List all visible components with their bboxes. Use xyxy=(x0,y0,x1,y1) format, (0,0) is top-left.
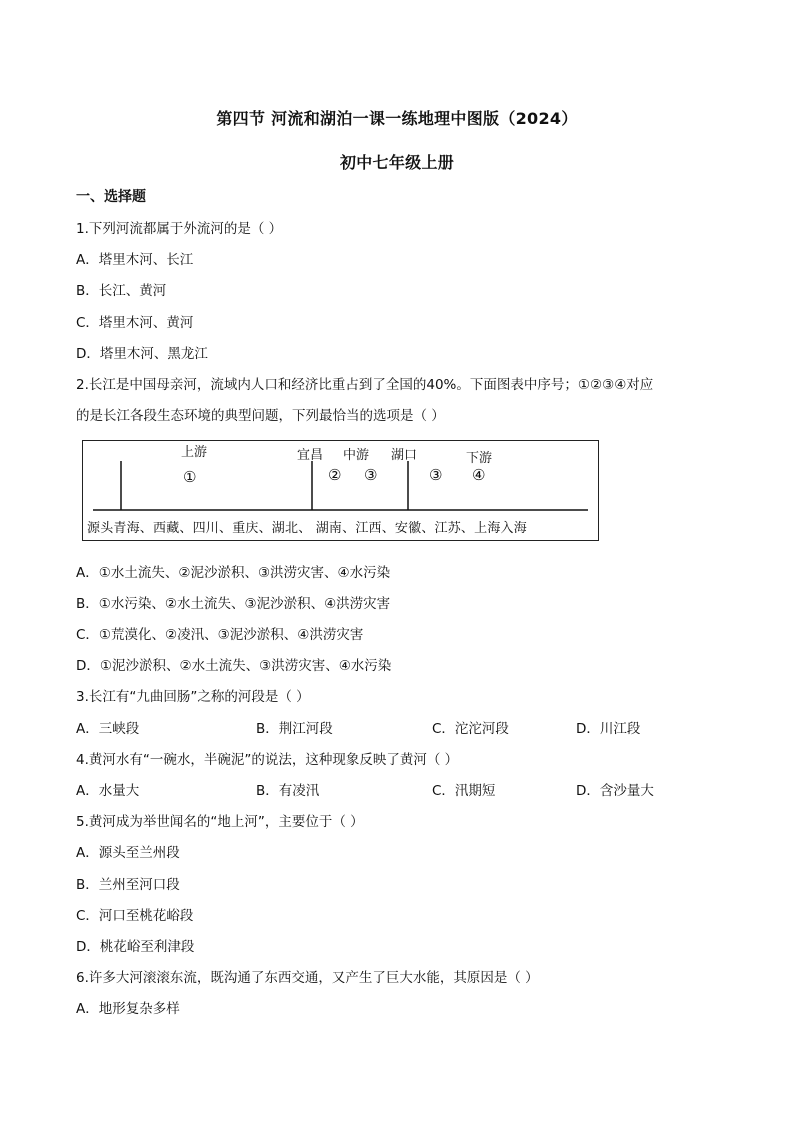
question-1-option-d: D．塔里木河、黑龙江 xyxy=(76,346,208,362)
question-1-stem: 1.下列河流都属于外流河的是（ ） xyxy=(76,221,283,237)
marker-2: ② xyxy=(328,466,342,484)
question-6-stem: 6.许多大河滚滚东流，既沟通了东西交通，又产生了巨大水能，其原因是（ ） xyxy=(76,970,539,986)
question-2-option-b: B．①水污染、②水土流失、③泥沙淤积、④洪涝灾害 xyxy=(76,596,391,612)
question-1-option-c: C．塔里木河、黄河 xyxy=(76,315,194,331)
yichang-label: 宜昌 xyxy=(297,448,324,463)
question-2-option-a: A．①水土流失、②泥沙淤积、③洪涝灾害、④水污染 xyxy=(76,565,391,581)
hukou-label: 湖口 xyxy=(391,448,418,463)
question-4-option-d: D．含沙量大 xyxy=(576,783,654,799)
upper-reach-label: 上游 xyxy=(181,445,208,460)
section-heading: 一、选择题 xyxy=(76,189,146,205)
middle-reach-label: 中游 xyxy=(343,448,370,463)
question-3-option-b: B．荆江河段 xyxy=(256,721,333,737)
question-2-stem-line1: 2.长江是中国母亲河，流域内人口和经济比重占到了全国的40%。下面图表中序号；①②③④对应 xyxy=(76,377,654,393)
question-5-option-d: D．桃花峪至利津段 xyxy=(76,939,195,955)
question-4-option-b: B．有凌汛 xyxy=(256,783,320,799)
question-2-stem-line2: 的是长江各段生态环境的典型问题，下列最恰当的选项是（ ） xyxy=(76,408,445,424)
marker-3-middle: ③ xyxy=(364,466,378,484)
marker-4: ④ xyxy=(472,466,486,484)
question-5-option-c: C．河口至桃花峪段 xyxy=(76,908,194,924)
document-subtitle: 初中七年级上册 xyxy=(339,153,455,172)
question-5-option-b: B．兰州至河口段 xyxy=(76,877,180,893)
question-3-stem: 3.长江有“九曲回肠”之称的河段是（ ） xyxy=(76,689,310,705)
question-3-option-d: D．川江段 xyxy=(576,721,641,737)
question-4-option-a: A．水量大 xyxy=(76,783,140,799)
lower-reach-label: 下游 xyxy=(466,451,493,466)
document-title: 第四节 河流和湖泊一课一练地理中图版（2024） xyxy=(216,109,578,128)
yangtze-river-diagram xyxy=(82,440,599,541)
question-3-option-a: A．三峡段 xyxy=(76,721,140,737)
question-4-stem: 4.黄河水有“一碗水，半碗泥”的说法，这种现象反映了黄河（ ） xyxy=(76,752,459,768)
question-5-option-a: A．源头至兰州段 xyxy=(76,845,180,861)
question-2-option-c: C．①荒漠化、②凌汛、③泥沙淤积、④洪涝灾害 xyxy=(76,627,364,643)
question-1-option-a: A．塔里木河、长江 xyxy=(76,252,194,268)
marker-3-lower: ③ xyxy=(429,466,443,484)
province-sequence: 源头青海、西藏、四川、重庆、湖北、 湖南、江西、安徽、江苏、上海入海 xyxy=(87,521,527,536)
marker-1: ① xyxy=(183,468,197,486)
question-6-option-a: A．地形复杂多样 xyxy=(76,1001,180,1017)
question-2-option-d: D．①泥沙淤积、②水土流失、③洪涝灾害、④水污染 xyxy=(76,658,392,674)
question-1-option-b: B．长江、黄河 xyxy=(76,283,167,299)
question-4-option-c: C．汛期短 xyxy=(432,783,496,799)
question-5-stem: 5.黄河成为举世闻名的“地上河”，主要位于（ ） xyxy=(76,814,364,830)
question-3-option-c: C．沱沱河段 xyxy=(432,721,509,737)
